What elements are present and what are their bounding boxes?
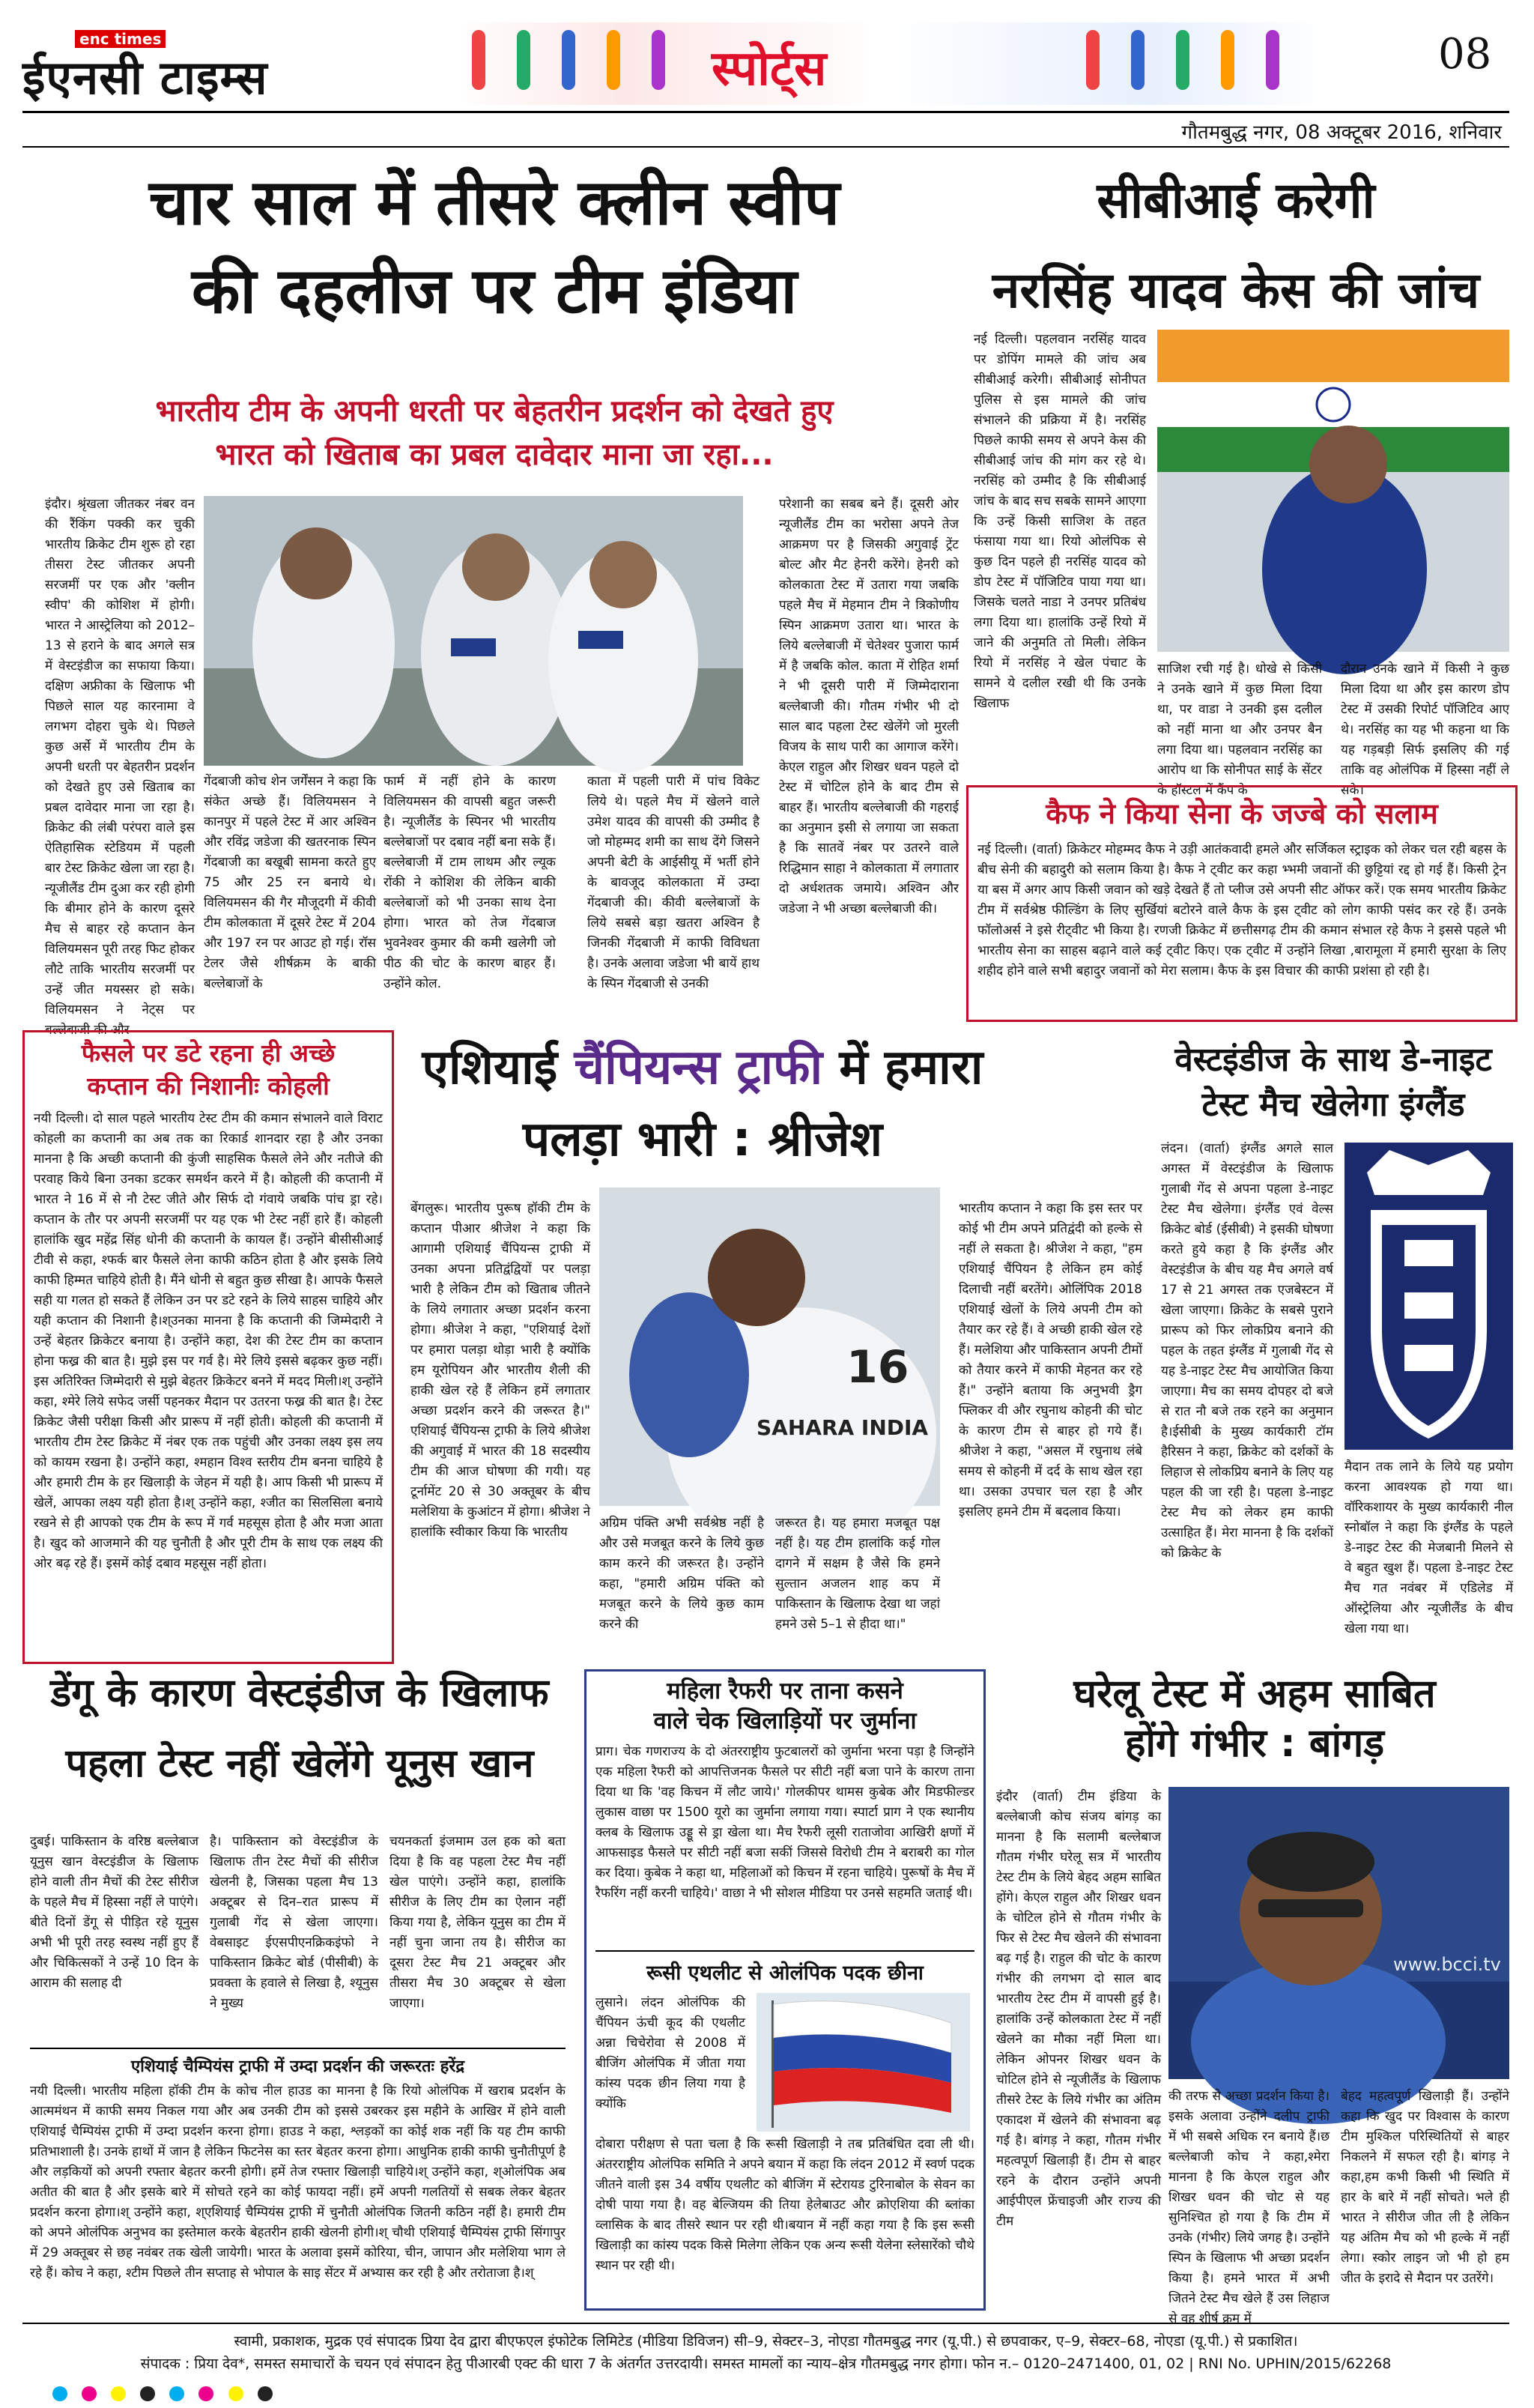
- england-headline-line: वेस्टइंडीज के साथ डे-नाइट: [1174, 1041, 1492, 1079]
- imprint-line: स्वामी, प्रकाशक, मुद्रक एवं संपादक प्रिया देव द्वारा बीएफएल इंफोटेक लिमिटेड (मीडिया डिविजन) सी–9, सेक्टर–3, नोएडा गौतमबुद्ध नगर (यू.पी.) से छपवाकर, ए–9, सेक्टर–68, नोएडा (यू.पी.) से प्रकाशित।: [234, 2333, 1298, 2350]
- sreejesh-col-2: भारतीय कप्तान ने कहा कि इस स्तर पर कोई भी टीम अपने प्रतिद्वंदी को हल्के से नहीं ले सकता है। श्रीजेश ने कहा, "हम एशियाई चैंपियन है लेकिन हम कोई दिलाची नहीं बरतेंगे। ओलिंपिक 2018 एशियाई खेलों के लिये अपनी टीम को तैयार कर रहे हैं। वे अच्छी हाकी खेल रहे हैं। मलेशिया और पाकिस्तान अपनी टीमों को तैयार करने में काफी मेहनत कर रहे हैं।" उन्होंने बताया कि अनुभवी ड्रैग फ्लिकर वी और रघुनाथ कोहनी की चोट के कारण टीम से बाहर हो गये हैं। श्रीजेश ने कहा, "असल में रघुनाथ लंबे समय से कोहनी में दर्द के साथ खेल रहा था। उसका उपचार चल रहा है और इसलिए हमने टीम में बदलाव किया।: [959, 1201, 1142, 1519]
- athlete-figure: [607, 30, 620, 90]
- cbi-headline-line: सीबीआई करेगी: [1097, 172, 1375, 229]
- magenta-mark: [82, 2386, 97, 2401]
- russian-col-1: लुसाने। लंदन ओलंपिक की चैंपियन ऊंची कूद की एथलीट अन्ना चिचेरोवा से 2008 में बीजिंग ओलंपिक में जीता गया कांस्य पदक छीन लिया गया है क्योंकि: [595, 1995, 745, 2111]
- jersey-sponsor: SAHARA INDIA: [757, 1415, 929, 1440]
- magenta-mark: [198, 2386, 213, 2401]
- dateline: गौतमबुद्ध नगर, 08 अक्टूबर 2016, शनिवार: [1181, 121, 1502, 144]
- lead-headline: [45, 166, 944, 327]
- kohli-headline-line: कप्तान की निशानीः कोहली: [87, 1071, 330, 1101]
- lead-kicker: [30, 390, 959, 477]
- gambhir-headline: [996, 1669, 1513, 1768]
- sreejesh-headline: [410, 1038, 995, 1170]
- younis-col-2: है। पाकिस्तान को वेस्टइंडीज के खिलाफ तीन टेस्ट मैचों की सीरीज खेलनी है, जिसका पहला मैच 13 अक्टूबर से दिन–रात प्रारूप में गुलाबी गेंद से खेला जाएगा। वेबसाइट ईएसपीएनक्रिकइंफो ने पाकिस्तान क्रिकेट बोर्ड (पीसीबी) के प्रवक्ता के हवाले से लिखा है, श्यूनुस ने मुख्य: [210, 1834, 378, 2011]
- sports-banner: [449, 22, 1326, 105]
- lead-kicker-line: भारतीय टीम के अपनी धरती पर बेहतरीन प्रदर्शन को देखते हुए: [155, 394, 834, 429]
- referee-divider: [595, 1950, 974, 1952]
- yellow-mark: [111, 2386, 126, 2401]
- masthead-tag: enc times: [75, 30, 166, 48]
- page-number: 08: [1438, 30, 1492, 79]
- younis-divider: [30, 2048, 566, 2049]
- sreejesh-col-4: जरूरत है। यह हमारा मजबूत पक्ष नहीं है। यह टीम हालांकि कई गोल दागने में सक्षम है जैसे कि हमने सुल्तान अजलन शाह कप में पाकिस्तान के खिलाफ देखा था जहां हमने उसे 5–1 से हीदा था।": [775, 1516, 940, 1632]
- referee-headline-line: महिला रैफरी पर ताना कसने: [667, 1678, 903, 1704]
- black-mark: [140, 2386, 155, 2401]
- russian-text: दोबारा परीक्षण से पता चला है कि रूसी खिलाड़ी ने तब प्रतिबंधित दवा ली थी। अंतरराष्ट्रीय ओलंपिक समिति ने अपने बयान में कहा कि लंदन 2012 में स्वर्ण पदक जीतने वाली इस 34 वर्षीय एथलीट को बीजिंग में स्टेरायड टुरिनाबोल के सेवन का दोषी पाया गया है। वह बेल्जियम की तिया हेलेबाउट और क्रोएशिया की ब्लांका व्लासिक के बाद तीसरे स्थान पर रही थी।बयान में नहीं कहा गया है कि इस रूसी खिलाड़ी का कांस्य पदक किसे मिलेगा लेकिन एक अन्य रूसी येलेना स्लेसारेंको चौथे स्थान पर रही थी।: [595, 2137, 974, 2273]
- kaif-headline: कैफ ने किया सेना के जज्बे को सलाम: [1046, 797, 1438, 830]
- black-mark: [258, 2386, 273, 2401]
- referee-box: [584, 1669, 986, 2311]
- referee-text: प्राग। चेक गणराज्य के दो अंतरराष्ट्रीय फुटबालरों को जुर्माना भरना पड़ा है जिन्होंने एक महिला रैफरी को आपत्तिजनक फैसले पर सीटी नहीं बजा पाने के कारण ताना दिया था कि 'वह किचन में लौट जाये।' गोलकीपर थामस कुबेक और मिडफील्डर लुकास वाछा पर 1500 यूरो का जुर्माना लगाया गया। स्पार्टा प्राग ने एक स्थानीय क्लब के खिलाफ उड्डू से ड्रा खेला था। मैच रैफरी लूसी राताजोवा आखिरी क्षणों में आफसाइड फैसले पर सीटी नहीं बजा सकीं जिससे विरोधी टीम ने बराबरी का गोल कर दिया। कुबेक ने कहा था, महिलाओं को किचन में रहना चाहिये। पुरूषों के मैच में रैफरिंग नहीं करनी चाहिये।' वाछा ने भी सोशल मीडिया पर उनसे सहमति जताई थी।: [595, 1744, 974, 1901]
- imprint-footer: [22, 2323, 1509, 2375]
- harendra-text: नयी दिल्ली। भारतीय महिला हॉकी टीम के कोच नील हाउड का मानना है कि रियो ओलंपिक में खराब प्रदर्शन के आत्ममंथन में काफी समय निकल गया और अब उनकी टीम को इससे उबरकर इस महीने के आखिर में होने वाली एशियाई चैम्पियंस ट्राफी में उम्दा प्रदर्शन करना होगा। हाउड ने कहा, श्लड़कों का कोई शक नहीं कि यह टीम काफी प्रतिभाशाली है। उनके हाथों में जान है लेकिन फिटनेस का स्तर बेहतर करना होगा। आधुनिक हाकी काफी चुनौतीपूर्ण है और लड़कियों को अपनी रफ्तार बेहतर करनी होगी। हमें तेज रफ्तार खिलाड़ी चाहिये।श् उन्होंने कहा, श्ओलंपिक अब अतीत की बात है और इसके बारे में सोचते रहने का कोई फायदा नहीं। हमें अपनी गलतियों से सबक लेकर बेहतर प्रदर्शन करना होगा।श् उन्होंने कहा, श्एशियाई चैम्पियंस ट्राफी में चुनौती ओलंपिक जितनी कठिन नहीं है। हमारी टीम को अपने ओलंपिक अनुभव का इस्तेमाल करके बेहतरीन हाकी खेलनी होगी।श् चौथी एशियाई चैम्पियंस ट्राफी सिंगापुर में 29 अक्तूबर से छह नवंबर तक खेली जायेगी। भारत के अलावा इसमें कोरिया, चीन, जापान और मलेशिया भाग ले रहे हैं। कोच ने कहा, श्टीम पिछले तीन सप्ताह से भोपाल के साइ सेंटर में अभ्यास कर रही है और तरोताजा है।श्: [30, 2084, 566, 2281]
- athlete-figure: [1221, 30, 1234, 90]
- team-india-photo: [204, 496, 743, 766]
- kohli-headline-line: फैसले पर डटे रहना ही अच्छे: [81, 1038, 336, 1068]
- athlete-figure: [1266, 30, 1279, 90]
- ecb-logo: [1344, 1143, 1513, 1450]
- england-col-1: लंदन। (वार्ता) इंग्लैंड अगले साल अगस्त में वेस्टइंडीज के खिलाफ गुलाबी गेंद से अपना पहला डे-नाइट टेस्ट मैच खेलेगा। इंग्लैंड एवं वेल्स क्रिकेट बोर्ड (ईसीबी) ने इसकी घोषणा करते हुये कहा है कि इंग्लैंड और वेस्टइंडीज के बीच यह मैच अगले वर्ष 17 से 21 अगस्त तक एजबेस्टन में खेला जाएगा। क्रिकेट के सबसे पुराने प्रारूप को फिर लोकप्रिय बनाने की पहल के तहत इंग्लैंड में गुलाबी गेंद से यह डे-नाइट टेस्ट मैच आयोजित किया जाएगा। मैच का समय दोपहर दो बजे से रात नौ बजे तक रहने का अनुमान है।ईसीबी के मुख्य कार्यकारी टॉम हैरिसन ने कहा, क्रिकेट को दर्शकों के लिहाज से लोकप्रिय बनाने के लिए यह पहल की जा रही है। पहला डे-नाइट टेस्ट मैच को लेकर हम काफी उत्साहित हैं। मेरा मानना है कि दर्शकों को क्रिकेट के: [1161, 1141, 1333, 1561]
- lead-col-5: परेशानी का सबब बने हैं। दूसरी ओर न्यूजीलैंड टीम का भरोसा अपने तेज आक्रमण पर है जिसकी अगुवाई ट्रेंट बोल्ट और मैट हेनरी करेंगे। हेनरी को कोलकाता टेस्ट में उतारा गया जबकि पहले मैच में मेहमान टीम ने त्रिकोणीय स्पिन आक्रमण उतारा था। भारत के लिये बल्लेबाजी में चेतेश्वर पुजारा फार्म में है जबकि कोल. काता में रोहित शर्मा ने भी दूसरी पारी में जिम्मेदाराना बल्लेबाजी की। गौतम गंभीर भी दो साल बाद पहला टेस्ट खेलेंगे जो मुरली विजय के साथ पारी का आगाज करेंगे। केएल राहुल और शिखर धवन पहले दो टेस्ट में चोटिल होने के बाद टीम से बाहर हैं। भारतीय बल्लेबाजी की गहराई का अनुमान इसी से लगाया जा सकता है कि सातवें नंबर पर उतरने वाले रिद्धिमान साहा ने कोलकाता में लगातार दो अर्धशतक जमाये। अश्विन और जडेजा ने भी अच्छा बल्लेबाजी की।: [779, 497, 959, 916]
- registration-marks: [52, 2386, 283, 2404]
- jersey-number: 16: [846, 1341, 909, 1394]
- photo-caption: www.bcci.tv: [1393, 1954, 1501, 1975]
- england-headline: [1153, 1038, 1513, 1128]
- gambhir-col-2: की तरफ से अच्छा प्रदर्शन किया है। इसके अलावा उन्होंने दलीप ट्राफी में भी सबसे अधिक रन बनाये हैं।छ बल्लेबाजी कोच ने कहा,श्मेरा मानना है कि केएल राहुल और शिखर धवन की चोट से यह सुनिश्चित हो गया है कि टीम में उनके (गंभीर) लिये जगह है। उन्होंने स्पिन के खिलाफ भी अच्छा प्रदर्शन किया है। हमने भारत में अभी जितने टेस्ट मैच खेले हैं उस लिहाज से वह शीर्ष क्रम में: [1168, 2089, 1330, 2326]
- kohli-text: नयी दिल्ली। दो साल पहले भारतीय टेस्ट टीम की कमान संभालने वाले विराट कोहली का कप्तानी का अब तक का रिकार्ड शानदार रहा है और उनका मानना है कि अच्छी कप्तानी की कुंजी साहसिक फैसले लेने और नतीजे की परवाह किये बिना उनका डटकर समर्थन करने में है। कोहली की कप्तानी में भारत ने 16 में से नौ टेस्ट जीते और सिर्फ दो गंवाये जबकि पांच ड्रा रहे। कप्तान के तौर पर अपनी सरजमीं पर यह एक भी टेस्ट नहीं हारे हैं। कोहली हालांकि खुद महेंद्र सिंह धोनी की कप्तानी के कायल हैं। उन्होंने बीसीसीआई टीवी से कहा, श्फर्क बार फैसले लेना काफी कठिन होता है और इसके लिये काफी हिम्मत चाहिये होती है। मैंने धोनी से बहुत कुछ सीखा है। आपके फैसले सही या गलत हो सकते हैं लेकिन उन पर डटे रहने के लिये साहस चाहिये और यही कप्तान की निशानी है।श्उनका मानना है कि कप्तानी की जिम्मेदारी ने उन्हें बेहतर क्रिकेटर बनाया है। उन्होंने कहा, देश की टेस्ट टीम का कप्तान होना फख्र की बात है। मुझे इस पर गर्व है। मेरे लिये इससे बढ़कर कुछ नहीं। इस अतिरिक्त जिम्मेदारी से मुझे बेहतर क्रिकेटर बनने में मदद मिली।श् उन्होंने कहा, श्मेरे लिये सफेद जर्सी पहनकर मैदान पर उतरना फख्र की बात है। टेस्ट क्रिकेट जैसी परीक्षा किसी और प्रारूप में नहीं होती। कोहली की कप्तानी में भारतीय टीम टेस्ट क्रिकेट में नंबर एक तक पहुंची और उनका लक्ष्य इस लय को कायम रखना है। उन्होंने कहा, श्महान विश्व स्तरीय टीम बनना चाहिये है और हमारी टीम के हर खिलाड़ी के जेहन में यही है। आप किसी भी प्रारूप में खेलें, आपका लक्ष्य यही होता है।श् उन्होंने कहा, श्जीत का सिलसिला बनाये रखने से ही आपको एक टीम के रूप में गर्व महसूस होता है और मजा आता है। खुद को आजमाने की यह चुनौती है और पूरी टीम के साथ एक लक्ष्य की ओर बढ़ रहे हैं। इसमें कोई दबाव महसूस नहीं होता।: [34, 1111, 383, 1571]
- athlete-figure: [652, 30, 665, 90]
- gambhir-headline-line: होंगे गंभीर : बांगड़: [1124, 1721, 1385, 1766]
- cbi-col-2: साजिश रची गई है। धोखे से किसी ने उनके खाने में कुछ मिला दिया था, पर वाडा ने उनकी इस दलील को नहीं माना था और उनपर बैन लगा दिया था। पहलवान नरसिंह का आरोप था कि सोनीपत साई के सेंटर के हॉस्टल में कैंप के: [1157, 662, 1322, 798]
- younis-col-3: चयनकर्ता इंजमाम उल हक को बता दिया है कि वह पहला टेस्ट मैच नहीं खेल पाएंगे। उन्होंने कहा, हालांकि सीरीज के लिए टीम का ऐलान नहीं किया गया है, लेकिन यूनुस का टीम में नहीं चुना जाना तय है। सीरीज का दूसरा टेस्ट मैच 21 अक्टूबर और तीसरा मैच 30 अक्टूबर से खेला जाएगा।: [389, 1834, 566, 2011]
- cbi-headline: [974, 171, 1498, 321]
- younis-col-1: दुबई। पाकिस्तान के वरिष्ठ बल्लेबाज यूनुस खान वेस्टइंडीज के खिलाफ होने वाली तीन मैचों की टेस्ट सीरीज के पहले मैच में हिस्सा नहीं ले पाएंगे। बीते दिनों डेंगू से पीड़ित रहे यूनुस अभी भी पूरी तरह स्वस्थ नहीं हुए हैं और चिकित्सकों ने उन्हें 10 दिन के आराम की सलाह दी: [30, 1834, 198, 1991]
- masthead-name: ईएनसी टाइम्स: [22, 50, 268, 105]
- imprint-line: संपादक : प्रिया देव*, समस्त समाचारों के चयन एवं संपादन हेतु पीआरबी एक्ट की धारा 7 के अंतर्गत उत्तरदायी। समस्त मामलों का न्याय–क्षेत्र गौतमबुद्ध नगर होगा। फोन न.– 0120–2471400, 01, 02 | RNI No. UPHIN/2015/62268: [140, 2356, 1392, 2372]
- athlete-figure: [517, 30, 530, 90]
- harendra-headline: एशियाई चैम्पियंस ट्राफी में उम्दा प्रदर्शन की जरूरतः हरेंद्र: [130, 2057, 465, 2076]
- athlete-figure: [1176, 30, 1189, 90]
- lead-col-1: इंदौर। श्रृंखला जीतकर नंबर वन की रैंकिंग पक्की कर चुकी भारतीय क्रिकेट टीम शुरू हो रहा तीसरा टेस्ट जीतकर अपनी सरजमीं पर एक और 'क्लीन स्वीप' की कोशिश में होगी। भारत ने आस्ट्रेलिया को 2012–13 से हराने के बाद अगले सत्र में वेस्टइंडीज का सफाया किया। दक्षिण अफ्रीका के खिलाफ भी पिछले साल यह कारनामा वे लगभग दोहरा चुके थे। पिछले कुछ अर्से में भारतीय टीम के अपनी धरती पर बेहतरीन प्रदर्शन को देखते हुए उसे खिताब का प्रबल दावेदार माना जा रहा है। क्रिकेट की लंबी परंपरा वाले इस ऐतिहासिक स्टेडियम में पहली बार टेस्ट क्रिकेट खेला जा रहा है। न्यूजीलैंड टीम दुआ कर रही होगी कि बीमार होने के कारण दूसरे मैच से बाहर रहे कप्तान केन विलियमसन पूरी तरह फिट होकर लौटे ताकि भारतीय सरजमीं पर उन्हें जीत मयस्सर हो सके। विलियमसन ने नेट्स पर बल्लेबाजी की और: [45, 497, 195, 1038]
- cyan-mark: [52, 2386, 67, 2401]
- younis-headline-line: डेंगू के कारण वेस्टइंडीज के खिलाफ: [50, 1671, 549, 1716]
- referee-headline: [586, 1676, 983, 1736]
- athlete-figure: [562, 30, 575, 90]
- narsingh-photo: [1157, 330, 1509, 652]
- sreejesh-col-3: अग्रिम पंक्ति अभी सर्वश्रेष्ठ नहीं है और उसे मजबूत करने के लिये कुछ काम करने की जरूरत है। उन्होंने कहा, "हमारी अग्रिम पंक्ति को मजबूत करने के लिये कुछ काम करने की: [599, 1516, 764, 1632]
- sreejesh-photo: [599, 1188, 940, 1506]
- england-col-2: मैदान तक लाने के लिये यह प्रयोग करना आवश्यक हो गया था। वॉरिकशायर के मुख्य कार्यकारी नील स्नोबॉल ने कहा कि इंग्लैंड के पहले डे-नाइट टेस्ट की मेजबानी मिलने से वे बहुत खुश हैं। पहला डे-नाइट टेस्ट मैच गत नवंबर में एडिलेड में ऑस्ट्रेलिया और न्यूजीलैंड के बीच खेला गया था।: [1344, 1459, 1513, 1636]
- lead-kicker-line: भारत को खिताब का प्रबल दावेदार माना जा रहा...: [215, 438, 774, 472]
- lead-col-4: काता में पहली पारी में पांच विकेट लिये थे। पहले मैच में खेलने वाले उमेश यादव की वापसी की उम्मीद है जो मोहम्मद शमी का साथ देंगे जिसने अपनी बेटी के आईसीयू में भर्ती होने के बावजूद कोलकाता में उम्दा गेंदबाजी की। कीवी बल्लेबाजों के लिये सबसे बड़ा खतरा अश्विन है जिनकी गेंदबाजी में काफी विविधता है। उनके अलावा जडेजा भी बायें हाथ के स्पिन गेंदबाजी से उनकी: [587, 774, 760, 991]
- sreejesh-headline-part: एशियाई: [422, 1040, 558, 1095]
- younis-headline: [30, 1667, 569, 1790]
- sreejesh-headline-part: चैंपियन्स ट्राफी: [574, 1040, 823, 1095]
- dateline-bar: [22, 111, 1509, 148]
- cbi-col-1: नई दिल्ली। पहलवान नरसिंह यादव पर डोपिंग मामले की जांच अब सीबीआई करेगी। सीबीआई सोनीपत पुलिस से इस मामले की जांच संभालने की प्रक्रिया में है। नरसिंह पिछले काफी समय से अपने केस की सीबीआई जांच की मांग कर रहे थे। नरसिंह को उम्मीद है कि सीबीआई जांच के बाद सच सबके सामने आएगा कि उन्हें किसी साजिश के तहत फंसाया गया था। रियो ओलंपिक से कुछ दिन पहले ही नरसिंह यादव को डोप टेस्ट में पॉजिटिव पाया गया था। जिसके चलते नाडा ने उनपर प्रतिबंध लगा दिया था। हालांकि उन्हें रियो में जाने की अनुमति तो मिली। लेकिन रियो में नरसिंह ने खेल पंचाट के सामने ये दलील रखी थी कि उनके खिलाफ: [974, 332, 1146, 711]
- bangar-photo: [1168, 1787, 1509, 2079]
- kohli-headline: [25, 1037, 392, 1103]
- gambhir-col-1: इंदौर (वार्ता) टीम इंडिया के बल्लेबाजी कोच संजय बांगड़ का मानना है कि सलामी बल्लेबाज गौतम गंभीर घरेलू सत्र में भारतीय टेस्ट टीम के लिये बेहद अहम साबित होंगे। केएल राहुल और शिखर धवन के चोटिल होने से गौतम गंभीर के फिर से टेस्ट मैच खेलने की संभावना बढ़ गई है। राहुल की चोट के कारण गंभीर की लगभग दो साल बाद भारतीय टेस्ट टीम में वापसी हुई है। हालांकि उन्हें कोलकाता टेस्ट में नहीं खेलने का मौका नहीं मिला था। लेकिन ओपनर शिखर धवन के चोटिल होने से न्यूजीलैंड के खिलाफ तीसरे टेस्ट के लिये गंभीर का अंतिम एकादश में खेलने की संभावना बढ़ गई है। बांगड़ ने कहा, गौतम गंभीर महत्वपूर्ण खिलाड़ी हैं। टीम से बाहर रहने के दौरान उन्होंने अपनी आईपीएल फ्रेंचाइजी और राज्य की टीम: [996, 1789, 1161, 2229]
- masthead-logo: [22, 30, 337, 105]
- yellow-mark: [228, 2386, 243, 2401]
- cbi-headline-line: नरसिंह यादव केस की जांच: [992, 261, 1480, 319]
- referee-headline-line: वाले चेक खिलाड़ियों पर जुर्माना: [653, 1707, 917, 1734]
- lead-headline-line: की दहलीज पर टीम इंडिया: [191, 254, 798, 327]
- section-label: स्पोर्ट्स: [712, 41, 827, 97]
- athlete-figure: [472, 30, 485, 90]
- russian-headline: रूसी एथलीट से ओलंपिक पदक छीना: [646, 1961, 924, 1985]
- sreejesh-headline-part: पलड़ा भारी : श्रीजेश: [522, 1112, 883, 1167]
- lead-col-2: गेंदबाजी कोच शेन जर्गेंसन ने कहा कि संकेत अच्छे हैं। विलियमसन ने कानपुर में पहले टेस्ट में आर अश्विन और रविंद्र जडेजा की खतरनाक स्पिन गेंदबाजी का बखूबी सामना करते हुए 75 और 25 रन बनाये थे। विलियमसन की गैर मौजूदगी में कीवी टीम कोलकाता में दूसरे टेस्ट में 204 और 197 रन पर आउट हो गई। रॉस टेलर जैसे शीर्षक्रम के बाकी बल्लेबाजों के: [204, 774, 376, 991]
- younis-headline-line: पहला टेस्ट नहीं खेलेंगे यूनुस खान: [65, 1741, 534, 1786]
- athlete-figure: [1131, 30, 1145, 90]
- england-headline-line: टेस्ट मैच खेलेगा इंग्लैंड: [1201, 1086, 1465, 1124]
- russia-flag-photo: [757, 1993, 970, 2132]
- athlete-figure: [1086, 30, 1100, 90]
- lead-headline-line: चार साल में तीसरे क्लीन स्वीप: [148, 166, 840, 239]
- kaif-text: नई दिल्ली। (वार्ता) क्रिकेटर मोहम्मद कैफ ने उड़ी आतंकवादी हमले और सर्जिकल स्ट्राइक को लेकर चल रही बहस के बीच सेनी की बहादुरी को सलाम किया है। कैफ ने ट्वीट कर कहा भ्भमी जवानों की छुट्टियां रद्द हो गई हैं। किसी ट्रेन या बस में अगर आप किसी जवान को खड़े देखते हैं तो प्लीज उसे अपनी सीट ऑफर करें। एक समय भारतीय क्रिकेट टीम में सर्वश्रेष्ठ फील्डिंग के लिए सुर्खियां बटोरने वाले कैफ के इस ट्वीट को लोग काफी पसंद कर रहे हैं। उनके फॉलोअर्स ने इसे रीट्वीट भी किया है। रणजी क्रिकेट में छत्तीसगढ़ टीम की कमान संभाल रहे कैफ ने इससे पहले भी भारतीय सेना का साहस बढ़ाने वाले कई ट्वीट किए। एक ट्वीट में उन्होंने लिखा ,बारामूला में हमारी सुरक्षा के लिए शहीद होने वाले सभी बहादुर जवानों को मेरा सलाम। कैफ के इस विचार की काफी प्रशंसा हो रही है।: [977, 842, 1506, 978]
- gambhir-headline-line: घरेलू टेस्ट में अहम साबित: [1073, 1672, 1436, 1716]
- lead-col-3: फार्म में नहीं होने के कारण विलियमसन की वापसी बहुत जरूरी है। न्यूजीलैंड के स्पिनर भी भारतीय बल्लेबाजों पर दबाव नहीं बना सके हैं। बल्लेबाजी में टाम लाथम और ल्यूक रोंकी ने कोशिश की लेकिन बाकी बल्लेबाजों को भी उनका साथ देना होगा। भारत को तेज गेंदबाज भुवनेश्वर कुमार की कमी खलेगी जो पीठ की चोट के कारण बाहर हैं। उन्होंने कोल.: [384, 774, 556, 991]
- gambhir-col-3: बेहद महत्वपूर्ण खिलाड़ी हैं। उन्होंने कहा कि खुद पर विश्वास के कारण टीम मुश्किल परिस्थितियों से बाहर निकलने में सफल रही है। बांगड़ ने कहा,हम कभी किसी भी स्थिति में हार के बारे में नहीं सोचते। भले ही भारत ने सीरीज जीत ली है लेकिन यह अंतिम मैच को भी हल्के में नहीं लेगा। स्कोर लाइन जो भी हो हम जीत के इरादे से मैदान पर उतरेंगे।: [1341, 2089, 1509, 2286]
- sreejesh-headline-part: में हमारा: [839, 1040, 983, 1095]
- cyan-mark: [169, 2386, 184, 2401]
- kaif-box: [966, 785, 1518, 1022]
- kohli-box: [22, 1030, 394, 1664]
- russian-upper: [595, 1993, 974, 2132]
- cbi-col-3: दौरान उनके खाने में किसी ने कुछ मिला दिया था और इस कारण डोप टेस्ट में उसकी रिपोर्ट पॉजिटिव आए थे। नरसिंह का यह भी कहना था कि यह गड़बड़ी सिर्फ इसलिए की गई ताकि वह ओलंपिक में हिस्सा नहीं ले सके।: [1341, 662, 1509, 798]
- sreejesh-col-1: बेंगलुरू। भारतीय पुरूष हॉकी टीम के कप्तान पीआर श्रीजेश ने कहा कि आगामी एशियाई चैंपियन्स ट्राफी में उनका अपना प्रतिद्वंद्वियों पर पलड़ा भारी है लेकिन टीम को खिताब जीतने के लिये लगातार अच्छा प्रदर्शन करना होगा। श्रीजेश ने कहा, "एशियाई देशों पर हमारा पलड़ा थोड़ा भारी है क्योंकि हम यूरोपियन और भारतीय शैली की हाकी खेल रहे हैं लेकिन हमें लगातार अच्छा प्रदर्शन करने की जरूरत है।" एशियाई चैंपियन्स ट्राफी के लिये श्रीजेश की अगुवाई में भारत की 18 सदस्यीय टीम की आज घोषणा की गयी। यह टूर्नामेंट 20 से 30 अक्तूबर के बीच मलेशिया के कुआंटन में होगा। श्रीजेश ने हालांकि स्वीकार किया कि भारतीय: [410, 1201, 590, 1540]
